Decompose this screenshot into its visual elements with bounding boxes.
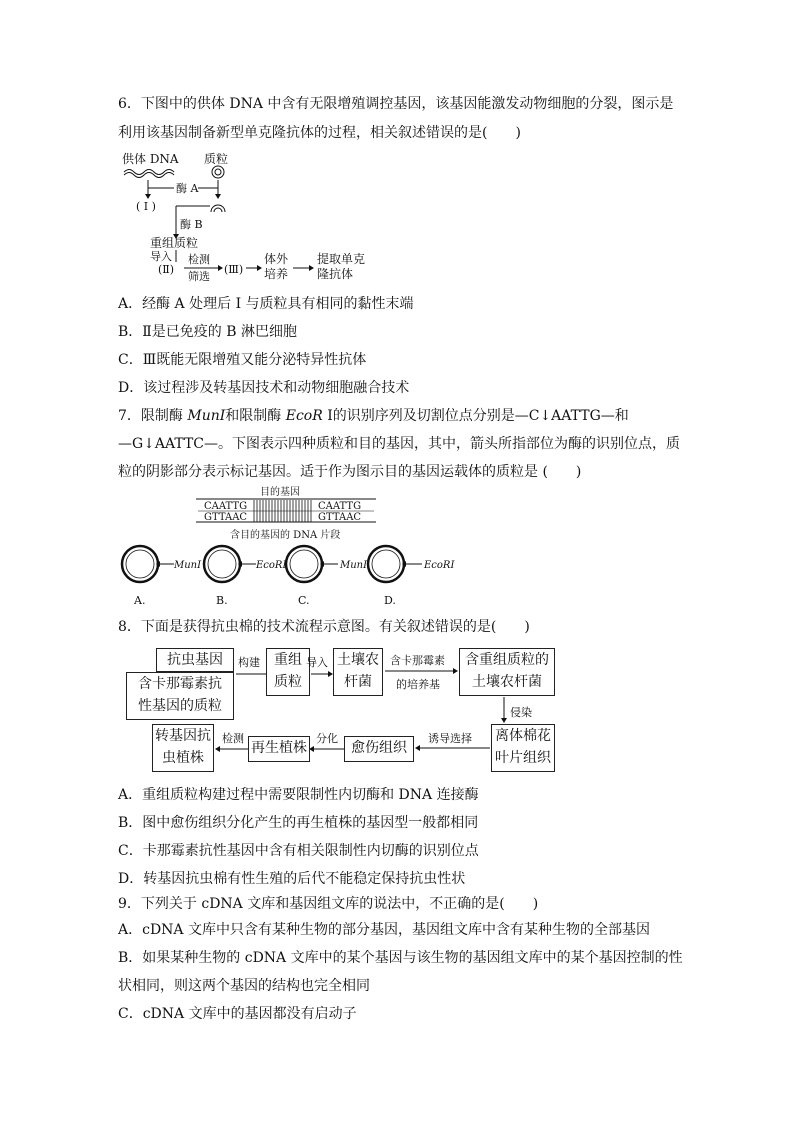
q7-mun-italic: MunⅠ bbox=[187, 408, 226, 424]
q6-stem-line1: 6．下图中的供体 DNA 中含有无限增殖调控基因，该基因能激发动物细胞的分裂，图示是 bbox=[118, 96, 674, 112]
label-construct: 构建 bbox=[238, 656, 260, 669]
agro-line2: 杆菌 bbox=[344, 674, 372, 690]
q6-culture-top: 体外 bbox=[264, 252, 289, 266]
box-agro bbox=[333, 648, 383, 696]
plasmid-b bbox=[204, 546, 287, 607]
q7-stem-part1: 7．限制酶 bbox=[118, 408, 188, 424]
plasmid-d-letter: D. bbox=[384, 594, 396, 607]
recomb-line1: 重组 bbox=[274, 652, 302, 668]
q7-figure bbox=[118, 486, 478, 610]
q6-recombinant: 重组质粒 bbox=[150, 236, 199, 250]
plasmid-a bbox=[122, 546, 202, 607]
q7-target-gene: 目的基因 bbox=[260, 487, 300, 498]
plasmid-c-letter: C. bbox=[298, 594, 310, 607]
q7-left-bottom: GTTAAC bbox=[204, 512, 248, 523]
q8-option-b: B．图中愈伤组织分化产生的再生植株的基因型一般都相同 bbox=[118, 815, 479, 831]
q7-stem-line1 bbox=[118, 406, 629, 426]
kana-plasmid-line1: 含卡那霉素抗 bbox=[138, 676, 222, 692]
q8-flowchart bbox=[118, 646, 558, 776]
q7-fragment-label: 含目的基因的 DNA 片段 bbox=[230, 530, 341, 541]
label-kana-2: 的培养基 bbox=[396, 678, 440, 691]
q6-plasmid-label: 质粒 bbox=[204, 152, 229, 166]
q6-extract-top: 提取单克 bbox=[317, 252, 366, 266]
q6-enzyme-a: 酶 A bbox=[176, 182, 199, 195]
q7-right-bottom: GTTAAC bbox=[318, 512, 362, 523]
q6-screen: 筛选 bbox=[188, 270, 210, 282]
q8-stem-line1: 8．下面是获得抗虫棉的技术流程示意图。有关叙述错误的是( ) bbox=[118, 619, 530, 635]
q6-option-b: B．Ⅱ是已免疫的 B 淋巴细胞 bbox=[118, 324, 297, 340]
q7-ecor-italic: EcoR bbox=[285, 408, 323, 424]
q7-right-top: CAATTG bbox=[318, 501, 362, 512]
q7-stem-line3: 粒的阴影部分表示标记基因。适于作为图示目的基因运载体的质粒是 ( ) bbox=[118, 464, 582, 480]
leaf-line2: 叶片组织 bbox=[495, 750, 551, 766]
box-callus: 愈伤组织 bbox=[344, 736, 414, 762]
plasmid-c-site: MunⅠ bbox=[340, 560, 368, 571]
q6-import: 导入 bbox=[150, 250, 172, 263]
label-induce: 诱导选择 bbox=[428, 732, 472, 745]
rec-agro-line2: 土壤农杆菌 bbox=[472, 674, 542, 690]
q7-left-top: CAATTG bbox=[204, 501, 248, 512]
q8-option-d: D．转基因抗虫棉有性生殖的后代不能稳定保持抗虫性状 bbox=[118, 871, 466, 887]
q6-stem-line2: 利用该基因制备新型单克隆抗体的过程，相关叙述错误的是( ) bbox=[118, 125, 521, 141]
q9-option-a: A．cDNA 文库中只含有某种生物的部分基因，基因组文库中含有某种生物的全部基因 bbox=[118, 922, 650, 938]
trans-line1: 转基因抗 bbox=[155, 728, 211, 744]
q7-stem-line2: —G↓AATTC—。下图表示四种质粒和目的基因，其中，箭头所指部位为酶的识别位点，质 bbox=[118, 436, 681, 452]
plasmid-c bbox=[286, 546, 368, 607]
rec-agro-line1: 含重组质粒的 bbox=[465, 652, 549, 668]
label-kana-1: 含卡那霉素 bbox=[390, 654, 445, 667]
box-leaf bbox=[491, 724, 555, 772]
label-import: 导入 bbox=[306, 656, 328, 669]
q6-extract-bottom: 隆抗体 bbox=[317, 267, 354, 281]
box-rec-agro bbox=[459, 648, 555, 696]
q6-roman-2: (Ⅱ) bbox=[158, 263, 175, 276]
label-differentiate: 分化 bbox=[316, 732, 338, 745]
box-insect-gene: 抗虫基因 bbox=[156, 648, 234, 672]
q8-option-a: A．重组质粒构建过程中需要限制性内切酶和 DNA 连接酶 bbox=[118, 787, 479, 803]
label-infect: 侵染 bbox=[510, 706, 532, 719]
plasmid-b-letter: B. bbox=[216, 594, 228, 607]
plasmid-b-site: EcoRⅠ bbox=[256, 560, 287, 571]
q6-figure bbox=[118, 150, 388, 282]
agro-line1: 土壤农 bbox=[337, 652, 379, 668]
q9-stem-line1: 9．下列关于 cDNA 文库和基因组文库的说法中，不正确的是( ) bbox=[118, 896, 539, 912]
q8-option-c: C．卡那霉素抗性基因中含有相关限制性内切酶的识别位点 bbox=[118, 843, 479, 859]
q9-option-b-line1: B．如果某种生物的 cDNA 文库中的某个基因与该生物的基因组文库中的某个基因控制的性 bbox=[118, 950, 683, 966]
leaf-line1: 离体棉花 bbox=[495, 728, 551, 744]
trans-line2: 虫植株 bbox=[162, 750, 204, 766]
q7-stem-part3: Ⅰ的识别序列及切割位点分别是—C↓AATTG—和 bbox=[322, 408, 629, 424]
q6-roman-3: (Ⅲ) bbox=[224, 263, 244, 276]
plasmid-d-site: EcoRⅠ bbox=[424, 560, 455, 571]
q6-option-d: D．该过程涉及转基因技术和动物细胞融合技术 bbox=[118, 380, 410, 396]
plasmid-a-letter: A. bbox=[134, 594, 146, 607]
box-transgenic bbox=[152, 724, 214, 772]
q6-enzyme-b: 酶 B bbox=[180, 218, 203, 231]
label-detect: 检测 bbox=[222, 732, 244, 745]
kana-plasmid-line2: 性基因的质粒 bbox=[138, 698, 222, 714]
plasmid-icon bbox=[212, 166, 224, 178]
q7-stem-part2: 和限制酶 bbox=[225, 408, 286, 424]
q9-option-b-line2: 状相同，则这两个基因的结构也完全相同 bbox=[118, 978, 370, 994]
q6-option-c: C．Ⅲ既能无限增殖又能分泌特异性抗体 bbox=[118, 352, 367, 368]
box-kana-plasmid bbox=[126, 672, 234, 720]
plasmid-d bbox=[368, 546, 455, 607]
q6-donor-dna-label: 供体 DNA bbox=[122, 152, 179, 166]
q6-roman-1: ( I ) bbox=[136, 200, 156, 213]
q6-detect: 检测 bbox=[188, 253, 210, 266]
recomb-line2: 质粒 bbox=[274, 674, 302, 690]
plasmid-a-site: MunⅠ bbox=[174, 560, 202, 571]
box-recomb bbox=[266, 648, 310, 696]
q9-option-c: C．cDNA 文库中的基因都没有启动子 bbox=[118, 1006, 357, 1022]
q6-option-a: A．经酶 A 处理后 I 与质粒具有相同的黏性末端 bbox=[118, 296, 414, 312]
q6-culture-bottom: 培养 bbox=[264, 267, 289, 281]
box-regen: 再生植株 bbox=[248, 736, 310, 762]
